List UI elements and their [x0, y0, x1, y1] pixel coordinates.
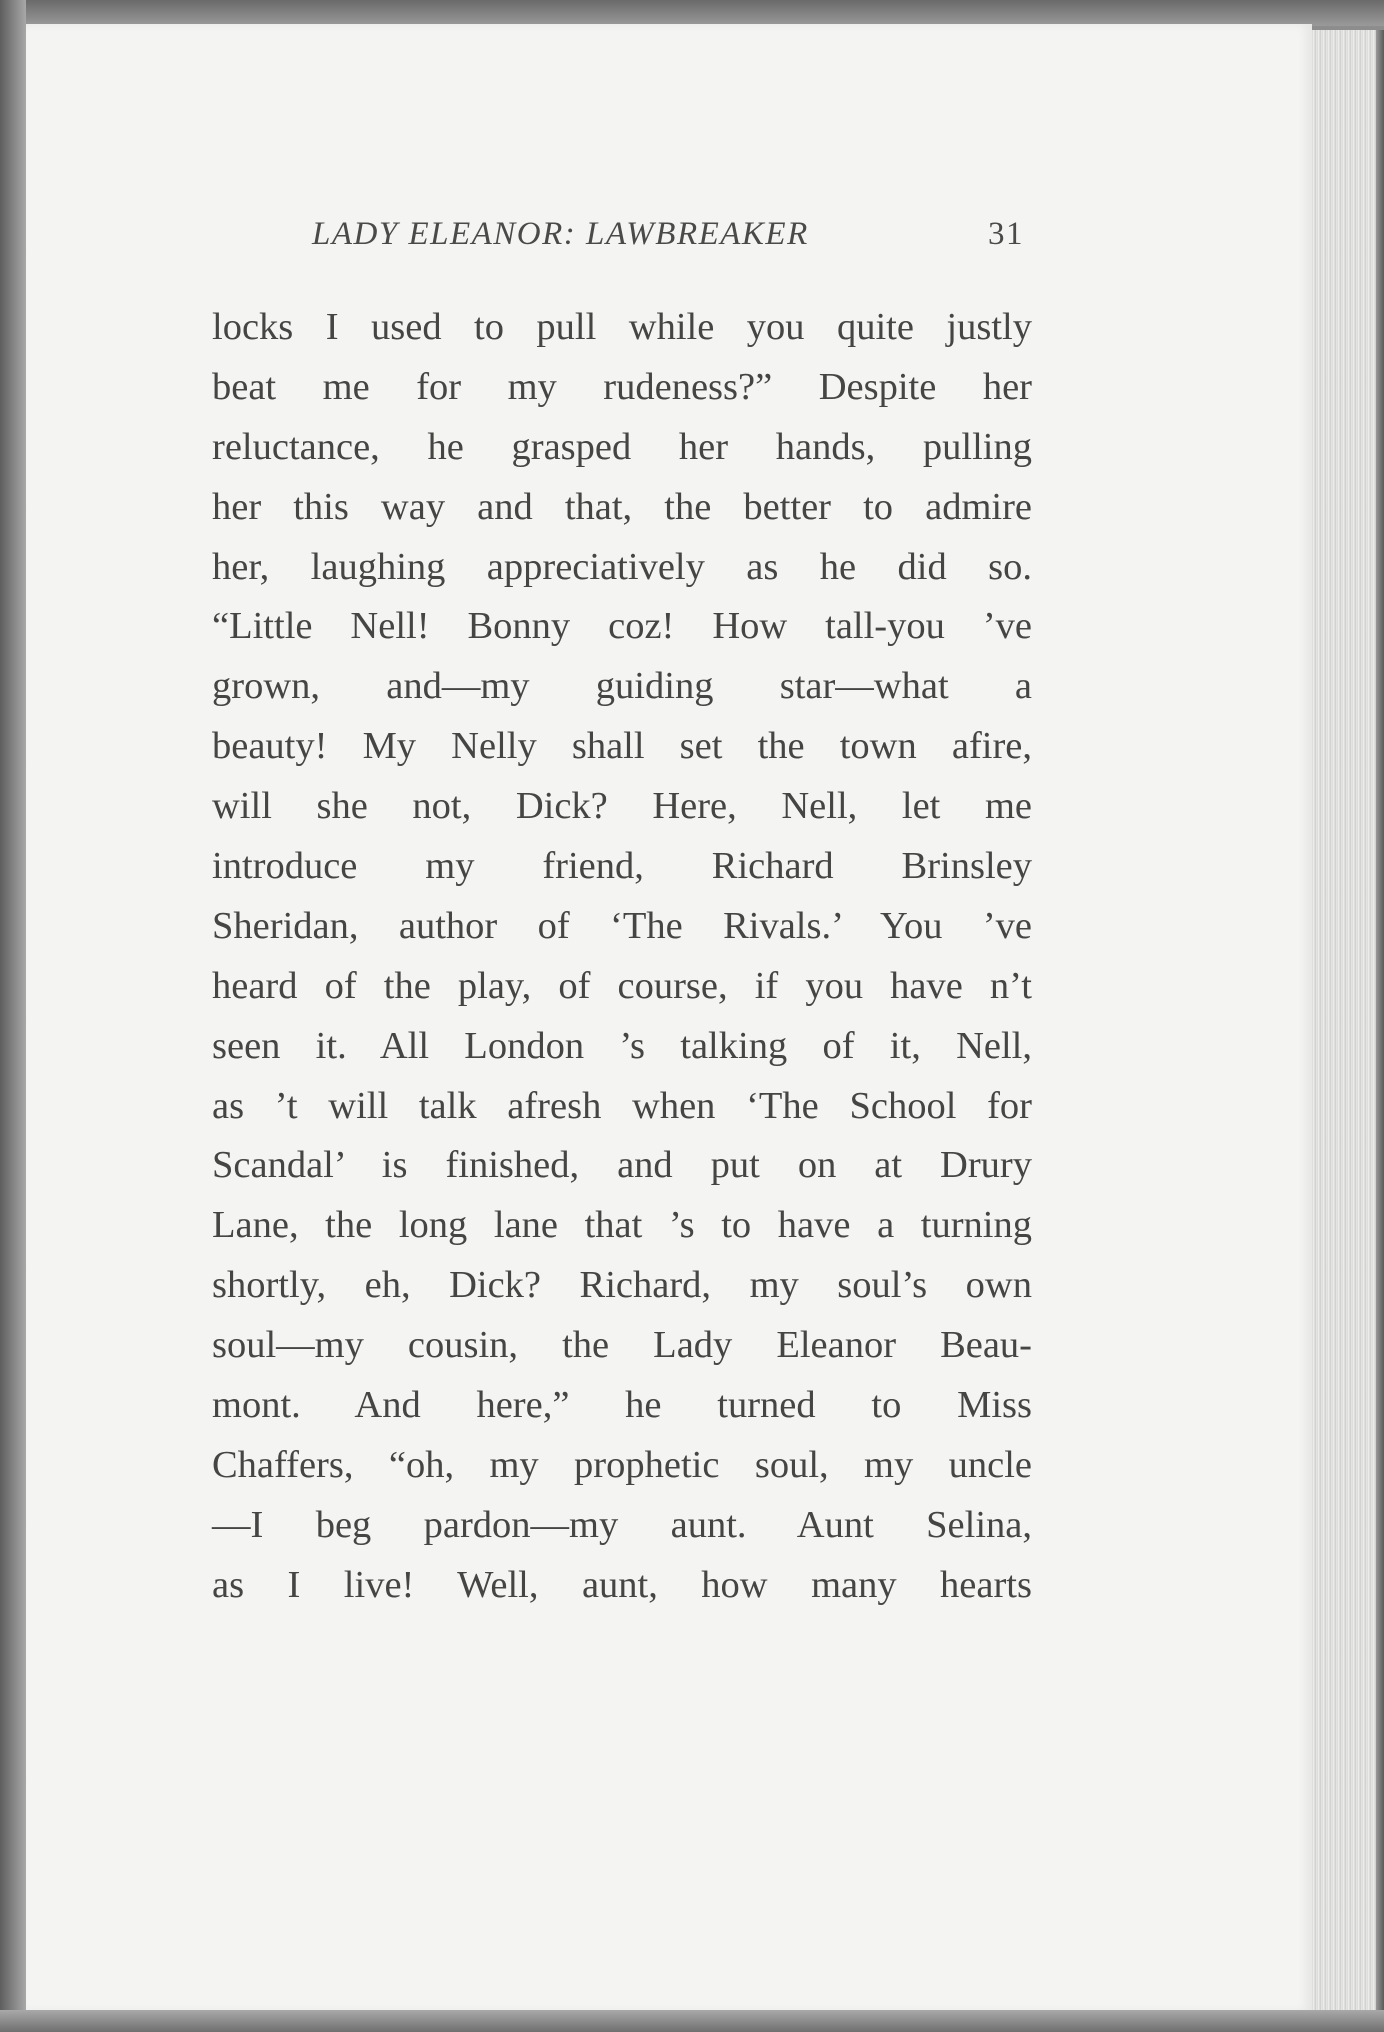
running-head	[312, 216, 1024, 266]
text-line: grown, and—my guiding star—what a	[212, 665, 1032, 708]
text-line: reluctance, he grasped her hands, pulling	[212, 425, 1032, 468]
text-line: her, laughing appreciatively as he did so.	[212, 545, 1032, 588]
text-line: Sheridan, author of ‘The Rivals.’ You ’ve	[212, 904, 1032, 947]
text-line: soul—my cousin, the Lady Eleanor Beau-	[212, 1324, 1032, 1367]
body-text	[212, 298, 1032, 1616]
text-line: heard of the play, of course, if you have n’t	[212, 964, 1032, 1007]
text-line: Scandal’ is finished, and put on at Drury	[212, 1144, 1032, 1187]
scan-border-top	[0, 0, 1384, 26]
text-line: as ’t will talk afresh when ‘The School for	[212, 1084, 1032, 1127]
text-line: mont. And here,” he turned to Miss	[212, 1384, 1032, 1427]
text-line: will she not, Dick? Here, Nell, let me	[212, 785, 1032, 828]
text-line: Lane, the long lane that ’s to have a turning	[212, 1204, 1032, 1247]
text-line: her this way and that, the better to admire	[212, 485, 1032, 528]
text-line: Chaffers, “oh, my prophetic soul, my uncle	[212, 1443, 1032, 1486]
running-title: LADY ELEANOR: LAWBREAKER	[312, 216, 809, 252]
text-line: locks I used to pull while you quite justly	[212, 306, 1032, 348]
page-edges	[1312, 30, 1384, 2010]
text-line: introduce my friend, Richard Brinsley	[212, 845, 1032, 888]
text-line: “Little Nell! Bonny coz! How tall-you ’ve	[212, 605, 1032, 648]
scan-border-bottom	[0, 2010, 1384, 2032]
scan-border-left	[0, 0, 26, 2032]
text-line: beat me for my rudeness?” Despite her	[212, 365, 1032, 408]
text-line: shortly, eh, Dick? Richard, my soul’s own	[212, 1264, 1032, 1307]
text-line: beauty! My Nelly shall set the town afire,	[212, 725, 1032, 768]
page-number: 31	[988, 216, 1024, 252]
text-line: —I beg pardon—my aunt. Aunt Selina,	[212, 1503, 1032, 1546]
text-line: seen it. All London ’s talking of it, Nell,	[212, 1024, 1032, 1067]
text-line: as I live! Well, aunt, how many hearts	[212, 1563, 1032, 1606]
